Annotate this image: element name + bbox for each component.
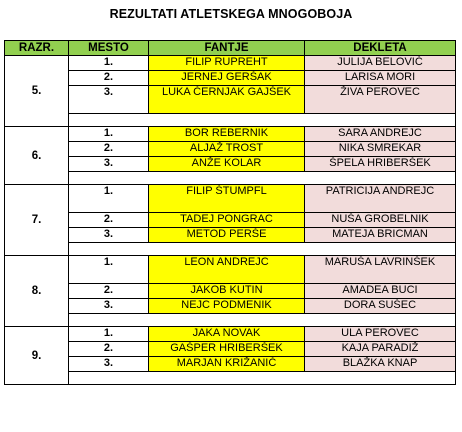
place-cell: 2.: [69, 342, 149, 357]
boy-cell: GAŠPER HRIBERŠEK: [149, 342, 305, 357]
table-row: [5, 299, 456, 314]
place-cell: 1.: [69, 327, 149, 342]
spacer-row: [5, 372, 456, 385]
table-row: [5, 228, 456, 243]
girl-cell: MATEJA BRICMAN: [305, 228, 456, 243]
boy-cell: TADEJ PONGRAC: [149, 213, 305, 228]
table-row: [5, 342, 456, 357]
girl-cell: ŠPELA HRIBERŠEK: [305, 157, 456, 172]
place-cell: 1.: [69, 185, 149, 213]
place-cell: 3.: [69, 228, 149, 243]
grade-cell: 8.: [5, 256, 69, 327]
table-row: [5, 56, 456, 71]
girl-cell: BLAŽKA KNAP: [305, 357, 456, 372]
boy-cell: LUKA ČERNJAK GAJŠEK: [149, 86, 305, 114]
girl-cell: PATRICIJA ANDREJC: [305, 185, 456, 213]
girl-cell: AMADEA BUCI: [305, 284, 456, 299]
girl-cell: ŽIVA PEROVEC: [305, 86, 456, 114]
table-row: [5, 127, 456, 142]
header-grade: RAZR.: [5, 41, 69, 56]
table-row: [5, 71, 456, 86]
spacer-row: [5, 243, 456, 256]
boy-cell: LEON ANDREJC: [149, 256, 305, 284]
header-row: [5, 41, 456, 56]
header-place: MESTO: [69, 41, 149, 56]
girl-cell: LARISA MORI: [305, 71, 456, 86]
boy-cell: BOR REBERNIK: [149, 127, 305, 142]
girl-cell: MARUŠA LAVRINŠEK: [305, 256, 456, 284]
results-table: [4, 40, 456, 385]
grade-cell: 7.: [5, 185, 69, 256]
place-cell: 3.: [69, 157, 149, 172]
header-girls: DEKLETA: [305, 41, 456, 56]
table-row: [5, 357, 456, 372]
place-cell: 2.: [69, 284, 149, 299]
girl-cell: JULIJA BELOVIČ: [305, 56, 456, 71]
boy-cell: METOD PERŠE: [149, 228, 305, 243]
place-cell: 2.: [69, 213, 149, 228]
boy-cell: FILIP ŠTUMPFL: [149, 185, 305, 213]
boy-cell: ANŽE KOLAR: [149, 157, 305, 172]
girl-cell: KAJA PARADIŽ: [305, 342, 456, 357]
table-row: [5, 213, 456, 228]
place-cell: 1.: [69, 256, 149, 284]
place-cell: 3.: [69, 299, 149, 314]
place-cell: 1.: [69, 56, 149, 71]
girl-cell: NIKA SMREKAR: [305, 142, 456, 157]
girl-cell: NUŠA GROBELNIK: [305, 213, 456, 228]
page-title: REZULTATI ATLETSKEGA MNOGOBOJA: [109, 7, 353, 21]
boy-cell: JAKOB KUTIN: [149, 284, 305, 299]
table-row: [5, 142, 456, 157]
boy-cell: JAKA NOVAK: [149, 327, 305, 342]
spacer-row: [5, 114, 456, 127]
table-row: [5, 157, 456, 172]
table-row: [5, 86, 456, 114]
girl-cell: ULA PEROVEC: [305, 327, 456, 342]
girl-cell: DORA SUŠEC: [305, 299, 456, 314]
table-row: [5, 185, 456, 213]
spacer-row: [5, 172, 456, 185]
grade-cell: 6.: [5, 127, 69, 185]
spacer-row: [5, 314, 456, 327]
grade-cell: 9.: [5, 327, 69, 385]
boy-cell: FILIP RUPREHT: [149, 56, 305, 71]
boy-cell: JERNEJ GERŠAK: [149, 71, 305, 86]
place-cell: 2.: [69, 142, 149, 157]
table-row: [5, 256, 456, 284]
header-boys: FANTJE: [149, 41, 305, 56]
table-row: [5, 327, 456, 342]
grade-cell: 5.: [5, 56, 69, 127]
girl-cell: SARA ANDREJC: [305, 127, 456, 142]
boy-cell: ALJAŽ TROST: [149, 142, 305, 157]
boy-cell: NEJC PODMENIK: [149, 299, 305, 314]
place-cell: 1.: [69, 127, 149, 142]
place-cell: 3.: [69, 86, 149, 114]
place-cell: 2.: [69, 71, 149, 86]
table-row: [5, 284, 456, 299]
boy-cell: MARJAN KRIŽANIČ: [149, 357, 305, 372]
place-cell: 3.: [69, 357, 149, 372]
